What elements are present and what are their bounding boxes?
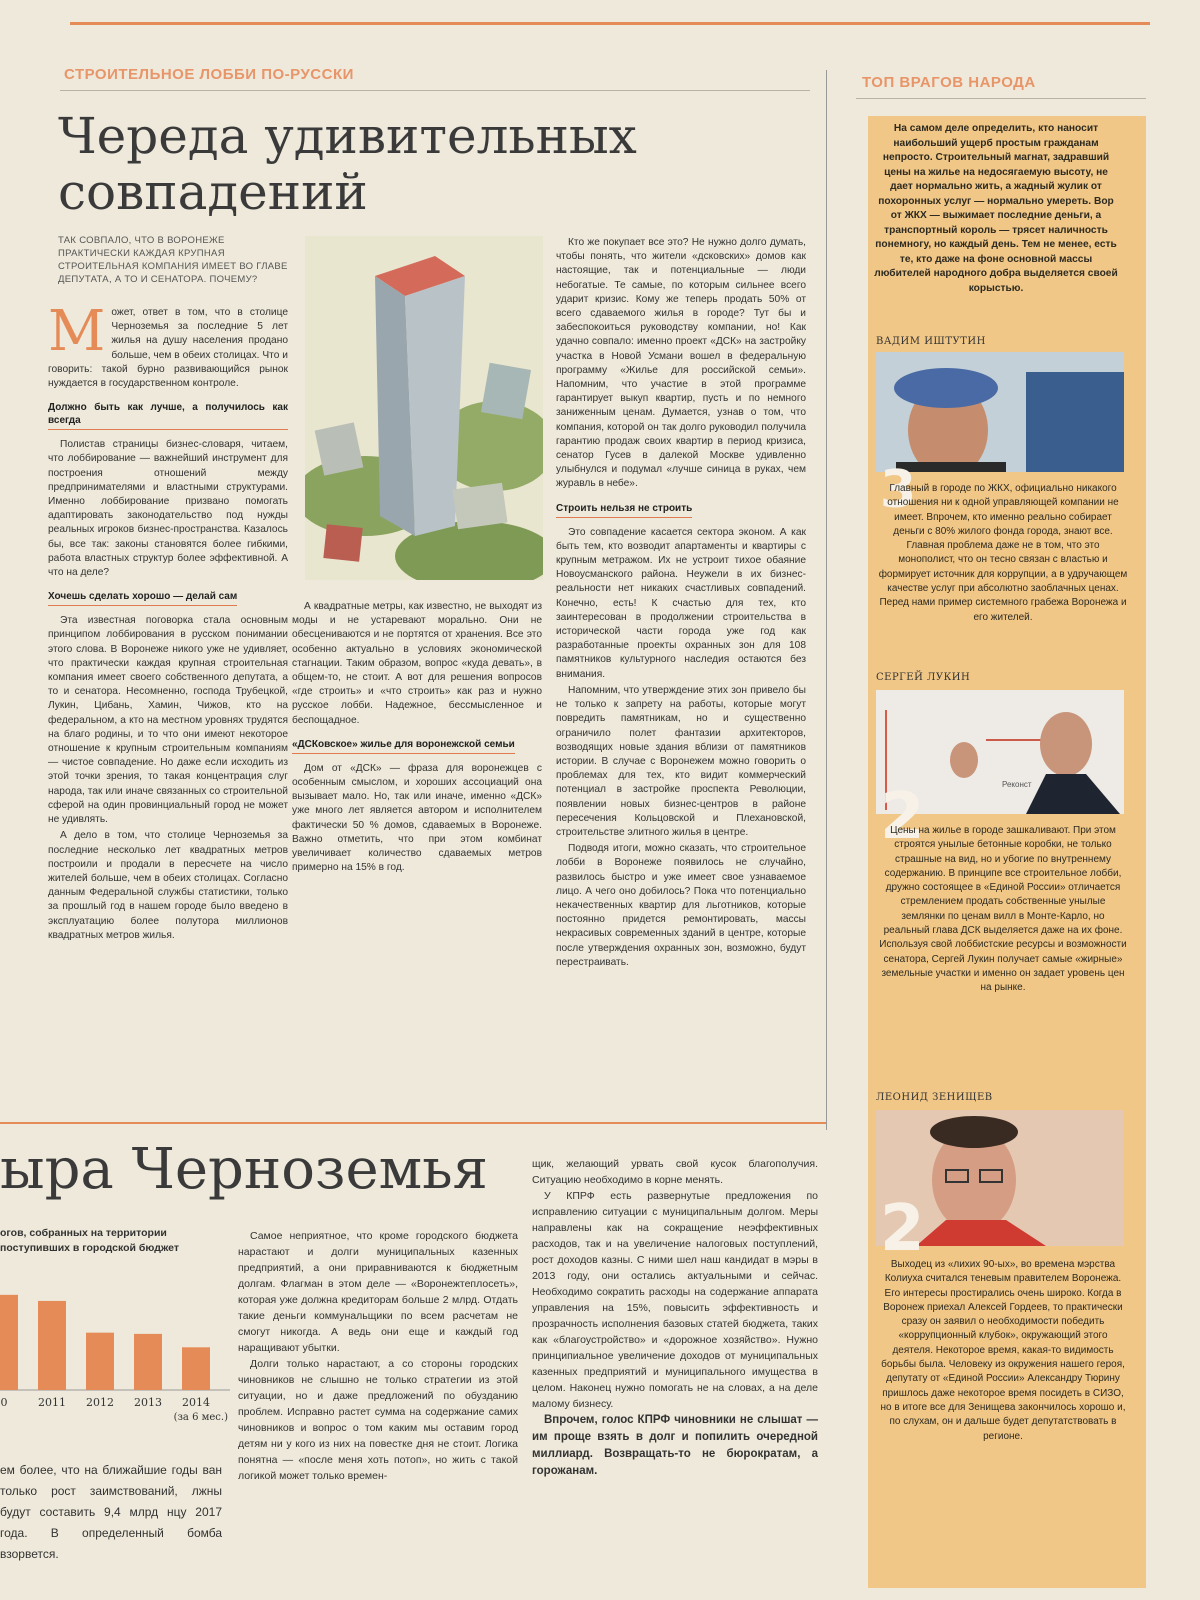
chart-bar	[86, 1333, 114, 1390]
article-lead: ТАК СОВПАЛО, ЧТО В ВОРОНЕЖЕ ПРАКТИЧЕСКИ КАЖДАЯ КРУПНАЯ СТРОИТЕЛЬНАЯ КОМПАНИЯ ИМЕЕТ ВО ГЛАВЕ ДЕПУТАТА, А ТО И СЕНАТОРА. ПОЧЕМУ?	[58, 235, 288, 285]
article-column-2	[292, 600, 542, 877]
paragraph-8: Это совпадение касается сектора эконом. А как быть тем, кто возводит апартаменты и квартиры с крупным метражом. Их не устроит тихое обаяние Новоусманского района. Неужели в их бизнес-реальности нет никаких счастливых совпадений. Конечно, есть! К счастью для тех, кто заинтересован в продолжении строительства в исторической части города уже год как разработанные проекты охранных зон для 108 памятников культурного наследия остаются без внимания.	[556, 526, 806, 680]
chart-bar	[38, 1301, 66, 1390]
paragraph-7: Кто же покупает все это? Не нужно долго думать, чтобы понять, что жители «дсковских» домов как настоящие, так и потенциальные — люди небогатые. Те самые, по которым сильнее всего ударит кризис. Кому же теперь продать 50% от всего сдаваемого жилья в городе? Тут бы и забеспокоиться руководству компании, но! Как удачно совпало: именно проект «ДСК» на застройку участка в Новой Усмани вошел в федеральную программу «Жилье для российской семьи». Напомним, что участие в этой программе гарантирует выкуп квартир, пусть и по немного заниженным ценам. Думается, узнав о том, что компания, которой он так долго руководил получила гарантию продаж своих квартир в период кризиса, сенатор Гусев в далекой Москве удивленно улыбнулся и подумал «лучше синица в руках, чем журавль в небе».	[556, 237, 806, 490]
budget-bar-chart	[0, 1262, 230, 1442]
second-paragraph-1: Самое неприятное, что кроме городского бюджета нарастают и долги муниципальных казенных предприятий, а они приравниваются к бюджетным долгам. Флагман в этом деле — «Воронежтеплосеть», которая уже должна кредиторам больше 2 млрд. Отдать такие деньги коммунальщики по всем расчетам не смогут никогда. А ведь они еще и каждый год наращивают убытки.	[238, 1230, 518, 1354]
person-name-3: ЛЕОНИД ЗЕНИЩЕВ	[876, 1092, 993, 1103]
chart-title-line-2: поступивших в городской бюджет	[0, 1242, 180, 1254]
article-title	[58, 108, 637, 220]
subheading-2: Хочешь сделать хорошо — делай сам	[48, 590, 237, 606]
chart-bar	[0, 1295, 18, 1390]
subheading-4: Строить нельзя не строить	[556, 502, 692, 518]
skyscraper-illustration	[305, 236, 543, 580]
sidebar-rule	[856, 98, 1146, 99]
bottom-left-text: ем более, что на ближайшие годы ван только рост заимствований, лжны будут составить 9,4 млрд нцу 2017 года. В определенный бомба взорвется.	[0, 1463, 222, 1561]
title-line-1: Череда удивительных	[58, 107, 637, 165]
photo-caption-2: Реконст	[1002, 780, 1032, 789]
person-photo-1	[876, 352, 1124, 472]
second-article-title: ыра Черноземья	[0, 1137, 488, 1202]
chart-bar	[182, 1347, 210, 1390]
chart-title	[0, 1226, 230, 1256]
person-name-2: СЕРГЕЙ ЛУКИН	[876, 672, 971, 683]
paragraph-4: А дело в том, что столице Черноземья за последние несколько лет квадратных метров построили и продали в пересчете на число жителей больше, чем в обеих столицах. Согласно данным Федеральной службы статистики, только за прошлый год в нашем городе было введено в эксплуатацию более полутора миллионов квадратных метров жилья.	[48, 830, 288, 941]
chart-bar	[134, 1334, 162, 1390]
top-accent-rule	[70, 22, 1150, 25]
article-column-1	[48, 299, 288, 945]
person-name-1: ВАДИМ ИШТУТИН	[876, 336, 986, 347]
subheading-1: Должно быть как лучше, а получилось как всегда	[48, 401, 288, 430]
title-line-2: совпадений	[58, 163, 368, 221]
paragraph-3: Эта известная поговорка стала основным принципом лоббирования в русском понимании этого слова. В Воронеже никого уже не удивляет, что практически каждая крупная строительная компания имеет своего собственного депутата, а то и сенатора. Несомненно, господа Трубецкой, Лукин, Цибань, Хамин, Чижов, кто на федеральном, а кто на местном уровнях трудятся на благо родины, и то что они имеют некоторое отношение к крупным строительным компаниям — чистое совпадение. Но даже если исходить из этой точки зрения, то такая концентрация слуг народа, так или иначе связанных со строительной сферой на один провинциальный город не может не удивлять.	[48, 615, 288, 826]
rubric-rule	[60, 90, 810, 91]
sidebar-rubric: ТОП ВРАГОВ НАРОДА	[862, 74, 1036, 91]
drop-cap: М	[48, 299, 106, 364]
second-paragraph-4: У КПРФ есть развернутые предложения по исправлению ситуации с муниципальным долгом. Меры направлены как на сокращение неэффективных расходов, так и на увеличение налоговых поступлений, рост доходов казны. С ними шел наш кандидат в мэры в 2013 году, они остались актуальными и сейчас. Необходимо сократить расходы на содержание аппарата управления на 15%, повысить эффективность и прозрачность исполнения базовых статей бюджета, таких как «благоустройство» и «дорожное хозяйство». Нужно принципиальное увеличение доходов от муниципальных казенных предприятий и муниципального имущества в целом. Наконец нужно помогать не на словах, а на деле малому бизнесу.	[532, 1190, 818, 1410]
second-paragraph-3: щик, желающий урвать свой кусок благополучия. Ситуацию необходимо в корне менять.	[532, 1158, 818, 1186]
paragraph-6: Дом от «ДСК» — фраза для воронежцев с особенным смыслом, и хороших ассоциаций она вызывает мало. Но, так или иначе, именно «ДСК» уже много лет является автором и исполнителем фактически 50 % домов, сдаваемых в Воронеже. Важно отметить, что при этом комбинат увеличивает количество сдаваемых метров примерно на 15% в год.	[292, 762, 542, 874]
paragraph-10: Подводя итоги, можно сказать, что строительное лобби в Воронеже появилось не случайно, развилось быстро и уже имеет свое узнаваемое лицо. А чего оно добилось? Пока что потенциально некачественных квартир для льготников, которые постоянно придется ремонтировать, массы некрасивых современных зданий в центре, которые после утверждения охранных зон, возможно, будут перестраивать.	[556, 843, 806, 968]
column-divider	[826, 70, 827, 1130]
article-column-3	[556, 236, 806, 972]
person-text-2: Цены на жилье в городе зашкаливают. При этом строятся унылые бетонные коробки, не только страшные на вид, но и убогие по внутреннему содержанию. В принципе все строительное лобби, дружно состоящее в «Единой России» отличается стремлением продать собственные унылые землянки по ценам вилл в Монте-Карло, но реальный глава ДСК выделяется даже на их фоне. Используя свой лоббистские ресурсы и возможности сенатора, Сергей Лукин получает самые «жирные» земельные участки и именно он задает уровень цен на рынке.	[879, 825, 1127, 994]
person-text-3: Выходец из «лихих 90-ых», во времена мэрства Колиуха считался теневым правителем Воронежа. Его интересы простирались очень широко. Когда в Воронеж приехал Алексей Гордеев, то практически сразу он заявил о необходимости победить «коррупционный клубок», окружающий этого деятеля. Некоторое время, какая-то видимость борьбы была. Человеку из окружения нашего героя, депутату от «Единой России» Александру Тюрину пришлось даже некоторое время посидеть в СИЗО, но в итоге все для Зенищева закончилось хорошо и, по слухам, он и дальше будет депутатствовать в регионе.	[880, 1259, 1126, 1442]
rank-number-3: 2	[880, 1192, 925, 1266]
chart-tick-label: 0	[0, 1396, 8, 1409]
chart-tick-label: 2013	[134, 1396, 162, 1409]
second-article-column-2	[238, 1228, 518, 1484]
second-article-column-3	[532, 1156, 818, 1480]
chart-title-line-1: огов, собранных на территории	[0, 1227, 167, 1239]
paragraph-5: А квадратные метры, как известно, не выходят из моды и не устаревают морально. Они не обесцениваются и не портятся от хранения. Все это особенно актуально в условиях экономической стагнации. Таким образом, вопрос «куда девать», в общем-то, не стоит. А вот для решения вопросов «где строить» и «что строить» как раз и нужно русское лобби. Надежное, бессмысленное и беспощадное.	[292, 601, 542, 726]
article-rubric: СТРОИТЕЛЬНОЕ ЛОББИ ПО-РУССКИ	[64, 66, 354, 83]
chart-category-note: (за 6 мес.)	[173, 1412, 228, 1423]
chart-tick-label: 2011	[38, 1396, 66, 1409]
second-paragraph-2: Долги только нарастают, а со стороны городских чиновников не слышно не только стратегии из этой ситуации, но и даже предложений по обузданию проблем. Исправно растет сумма на содержание самих чиновников и вопрос о том каким мы оставим город детям ни у кого из них на повестке дня не стоит. Логика понятна — «после меня хоть потоп», но жить с такой логикой может только времен-	[238, 1358, 518, 1482]
section-separator	[0, 1122, 826, 1124]
second-paragraph-5: Впрочем, голос КПРФ чиновники не слышат — им проще взять в долг и попилить очередной миллиард. Возвращать-то не бюрократам, а горожанам.	[532, 1414, 818, 1477]
rank-number-2: 2	[880, 780, 925, 854]
person-text-1: Главный в городе по ЖКХ, официально никакого отношения ни к одной управляющей компании не имеет. Впрочем, кто именно реально собирает деньги с 80% жилого фонда города, знают все. Главная проблема даже не в том, что это монополист, что он тесно связан с властью и формирует источник для коррупции, а в удручающем качестве услуг при абсолютно заоблачных ценах. Перед нами пример системного грабежа Воронежа и его жителей.	[878, 483, 1128, 623]
chart-tick-label: 2014	[182, 1396, 210, 1409]
sidebar-intro: На самом деле определить, кто наносит наибольший ущерб простым гражданам непросто. Строительный магнат, задравший цены на жилье на недосягаемую высоту, не дает нормально жить, а жадный жулик от похоронных услуг — нормально умереть. Вор от ЖКХ — выжимает последние деньги, а транспортный король — трясет наличность понемногу, но каждый день. Тем не менее, есть те, кто даже на фоне основной массы любителей народного добра выделяется своей корыстью.	[874, 123, 1118, 294]
chart-tick-label: 2012	[86, 1396, 114, 1409]
paragraph-2: Полистав страницы бизнес-словаря, читаем, что лоббирование — важнейший инструмент для построения отношений между предпринимателями и властными структурами. Именно лоббирование призвано помогать адаптировать законодательство под нужды реальных игроков бизнес-пространства. Казалось бы, все так: законы становятся более гибкими, работа властных структур более эффективной. А что на деле?	[48, 439, 288, 579]
subheading-3: «ДСКовское» жилье для воронежской семьи	[292, 738, 515, 754]
paragraph-9: Напомним, что утверждение этих зон привело бы не только к запрету на работы, которые могут повредить памятникам, но и существенно ограничило полет фантазии архитекторов, возводящих новые здания вблизи от памятников истории. В случае с Воронежем можно говорить о проблемах для тех, кто видит коммерческий потенциал в застройке проспекта Революции, появлении новых бизнес-центров в районе пересечения Кольцовской и Плехановской, строительстве элитного жилья в центре.	[556, 684, 806, 838]
paragraph-1: ожет, ответ в том, что в столице Черноземья за последние 5 лет жилья на душу населения продано больше, чем в обеих столицах. Что и говорить: такой бурно развивающийся рынок нуждается в государственном контроле.	[48, 307, 288, 390]
rank-number-1: 3	[880, 460, 917, 520]
